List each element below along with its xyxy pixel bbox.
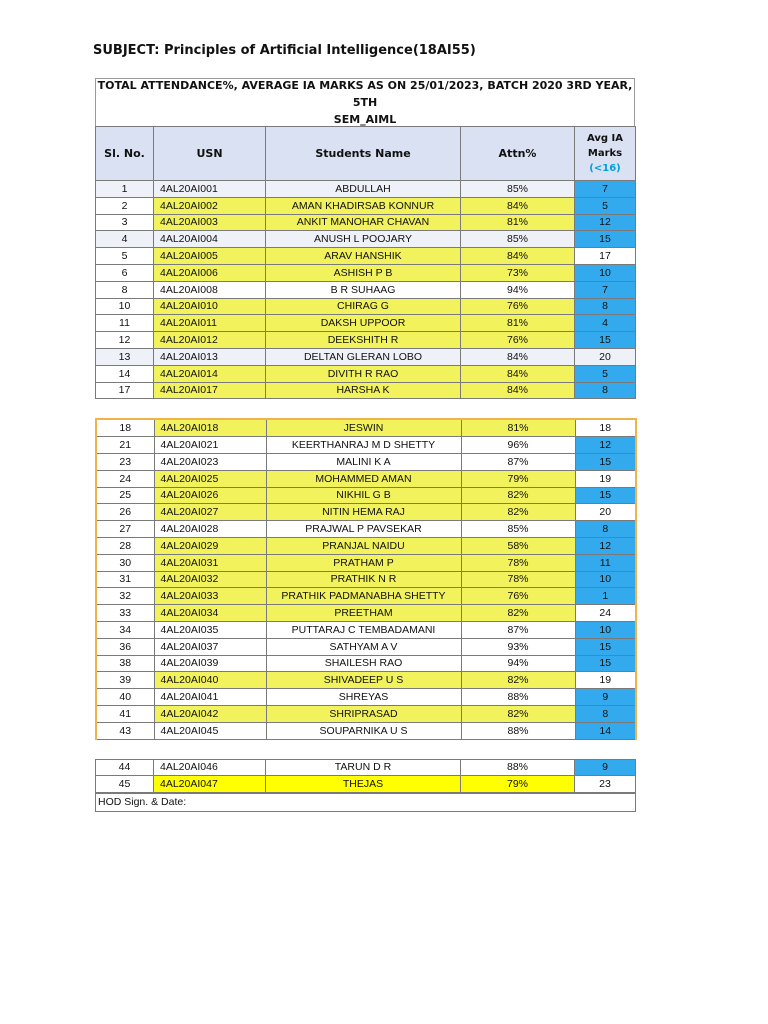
- usn-cell: 4AL20AI028: [154, 521, 266, 538]
- student-name-cell: DAKSH UPPOOR: [266, 315, 461, 332]
- usn-cell: 4AL20AI042: [154, 705, 266, 722]
- sl-cell: 33: [96, 605, 154, 622]
- sl-cell: 44: [96, 759, 154, 776]
- usn-cell: 4AL20AI010: [154, 298, 266, 315]
- ia-marks-cell: 20: [575, 504, 636, 521]
- sl-cell: 21: [96, 437, 154, 454]
- usn-cell: 4AL20AI026: [154, 487, 266, 504]
- table-row: [96, 759, 636, 776]
- student-name-cell: SHAILESH RAO: [266, 655, 461, 672]
- student-name-cell: NIKHIL G B: [266, 487, 461, 504]
- attendance-cell: 79%: [461, 776, 575, 793]
- table-row: [96, 437, 636, 454]
- attendance-cell: 81%: [461, 315, 575, 332]
- table-gap: [95, 740, 635, 759]
- attendance-cell: 84%: [461, 365, 575, 382]
- ia-marks-cell: 12: [575, 537, 636, 554]
- sl-cell: 3: [96, 214, 154, 231]
- attendance-cell: 84%: [461, 348, 575, 365]
- table-row: [96, 231, 636, 248]
- sl-cell: 36: [96, 638, 154, 655]
- attendance-cell: 96%: [461, 437, 575, 454]
- ia-marks-cell: 11: [575, 554, 636, 571]
- student-name-cell: CHIRAG G: [266, 298, 461, 315]
- attendance-cell: 76%: [461, 332, 575, 349]
- student-name-cell: DELTAN GLERAN LOBO: [266, 348, 461, 365]
- attendance-cell: 82%: [461, 705, 575, 722]
- attendance-cell: 94%: [461, 655, 575, 672]
- ia-marks-cell: 14: [575, 722, 636, 739]
- table-row: [96, 655, 636, 672]
- sl-cell: 26: [96, 504, 154, 521]
- attendance-cell: 88%: [461, 722, 575, 739]
- usn-cell: 4AL20AI013: [154, 348, 266, 365]
- ia-marks-cell: 9: [575, 759, 636, 776]
- usn-cell: 4AL20AI021: [154, 437, 266, 454]
- attendance-cell: 58%: [461, 537, 575, 554]
- sl-cell: 11: [96, 315, 154, 332]
- header-ia-line1: Avg IA: [586, 133, 623, 144]
- ia-marks-cell: 8: [575, 382, 636, 399]
- header-usn: USN: [154, 127, 266, 181]
- table-row: [96, 298, 636, 315]
- sl-cell: 17: [96, 382, 154, 399]
- table-body-block2: [96, 419, 636, 739]
- attendance-cell: 78%: [461, 571, 575, 588]
- table-row: [96, 722, 636, 739]
- attendance-cell: 82%: [461, 487, 575, 504]
- sl-cell: 39: [96, 672, 154, 689]
- attendance-cell: 85%: [461, 521, 575, 538]
- sl-cell: 13: [96, 348, 154, 365]
- ia-marks-cell: 15: [575, 453, 636, 470]
- ia-marks-cell: 18: [575, 419, 636, 436]
- usn-cell: 4AL20AI008: [154, 281, 266, 298]
- student-name-cell: ASHISH P B: [266, 264, 461, 281]
- usn-cell: 4AL20AI011: [154, 315, 266, 332]
- attendance-cell: 84%: [461, 197, 575, 214]
- student-name-cell: PUTTARAJ C TEMBADAMANI: [266, 621, 461, 638]
- table-row: [96, 419, 636, 436]
- table-row: [96, 365, 636, 382]
- attendance-cell: 84%: [461, 248, 575, 265]
- attendance-cell: 79%: [461, 470, 575, 487]
- table-row: [96, 705, 636, 722]
- usn-cell: 4AL20AI001: [154, 181, 266, 198]
- marks-table-block3: [95, 759, 636, 794]
- table-header-row: [96, 127, 636, 181]
- sl-cell: 31: [96, 571, 154, 588]
- student-name-cell: NITIN HEMA RAJ: [266, 504, 461, 521]
- table-row: [96, 332, 636, 349]
- table-row: [96, 605, 636, 622]
- ia-marks-cell: 5: [575, 197, 636, 214]
- student-name-cell: MOHAMMED AMAN: [266, 470, 461, 487]
- ia-marks-cell: 8: [575, 705, 636, 722]
- ia-marks-cell: 15: [575, 487, 636, 504]
- student-name-cell: JESWIN: [266, 419, 461, 436]
- sl-cell: 6: [96, 264, 154, 281]
- attendance-cell: 82%: [461, 605, 575, 622]
- student-name-cell: SATHYAM A V: [266, 638, 461, 655]
- ia-marks-cell: 7: [575, 281, 636, 298]
- ia-marks-cell: 19: [575, 672, 636, 689]
- hod-signature-row: HOD Sign. & Date:: [95, 793, 636, 812]
- table-row: [96, 181, 636, 198]
- table-row: [96, 521, 636, 538]
- usn-cell: 4AL20AI006: [154, 264, 266, 281]
- student-name-cell: KEERTHANRAJ M D SHETTY: [266, 437, 461, 454]
- ia-marks-cell: 8: [575, 298, 636, 315]
- table-row: [96, 554, 636, 571]
- sl-cell: 30: [96, 554, 154, 571]
- ia-marks-cell: 23: [575, 776, 636, 793]
- usn-cell: 4AL20AI046: [154, 759, 266, 776]
- usn-cell: 4AL20AI039: [154, 655, 266, 672]
- usn-cell: 4AL20AI014: [154, 365, 266, 382]
- ia-marks-cell: 12: [575, 214, 636, 231]
- student-name-cell: PRATHIK PADMANABHA SHETTY: [266, 588, 461, 605]
- ia-marks-cell: 20: [575, 348, 636, 365]
- table-row: [96, 281, 636, 298]
- ia-marks-cell: 7: [575, 181, 636, 198]
- student-name-cell: SOUPARNIKA U S: [266, 722, 461, 739]
- table-row: [96, 470, 636, 487]
- sl-cell: 41: [96, 705, 154, 722]
- usn-cell: 4AL20AI003: [154, 214, 266, 231]
- student-name-cell: DEEKSHITH R: [266, 332, 461, 349]
- usn-cell: 4AL20AI045: [154, 722, 266, 739]
- usn-cell: 4AL20AI047: [154, 776, 266, 793]
- student-name-cell: PRATHIK N R: [266, 571, 461, 588]
- sl-cell: 32: [96, 588, 154, 605]
- sl-cell: 23: [96, 453, 154, 470]
- subject-title: SUBJECT: Principles of Artificial Intelligence(18AI55): [93, 43, 476, 58]
- header-ia-line2: Marks: [587, 148, 623, 159]
- attendance-cell: 84%: [461, 382, 575, 399]
- sl-cell: 38: [96, 655, 154, 672]
- sl-cell: 43: [96, 722, 154, 739]
- table-row: [96, 264, 636, 281]
- table-row: [96, 504, 636, 521]
- sheet-title-line1: TOTAL ATTENDANCE%, AVERAGE IA MARKS AS ON 25/01/2023, BATCH 2020 3RD YEAR, 5TH: [97, 79, 633, 109]
- student-name-cell: DIVITH R RAO: [266, 365, 461, 382]
- table-gap: [95, 399, 635, 418]
- usn-cell: 4AL20AI033: [154, 588, 266, 605]
- sl-cell: 25: [96, 487, 154, 504]
- student-name-cell: HARSHA K: [266, 382, 461, 399]
- ia-marks-cell: 5: [575, 365, 636, 382]
- sl-cell: 1: [96, 181, 154, 198]
- ia-marks-cell: 15: [575, 638, 636, 655]
- student-name-cell: SHREYAS: [266, 689, 461, 706]
- student-name-cell: SHIVADEEP U S: [266, 672, 461, 689]
- student-name-cell: ARAV HANSHIK: [266, 248, 461, 265]
- sl-cell: 27: [96, 521, 154, 538]
- usn-cell: 4AL20AI034: [154, 605, 266, 622]
- usn-cell: 4AL20AI025: [154, 470, 266, 487]
- attendance-sheet: [95, 78, 635, 812]
- header-sl: Sl. No.: [96, 127, 154, 181]
- student-name-cell: ANUSH L POOJARY: [266, 231, 461, 248]
- usn-cell: 4AL20AI041: [154, 689, 266, 706]
- sheet-title: [95, 78, 635, 126]
- sl-cell: 40: [96, 689, 154, 706]
- attendance-cell: 88%: [461, 689, 575, 706]
- usn-cell: 4AL20AI029: [154, 537, 266, 554]
- sl-cell: 24: [96, 470, 154, 487]
- usn-cell: 4AL20AI035: [154, 621, 266, 638]
- ia-marks-cell: 4: [575, 315, 636, 332]
- attendance-cell: 81%: [461, 214, 575, 231]
- sl-cell: 4: [96, 231, 154, 248]
- attendance-cell: 87%: [461, 453, 575, 470]
- ia-marks-cell: 8: [575, 521, 636, 538]
- usn-cell: 4AL20AI037: [154, 638, 266, 655]
- ia-marks-cell: 15: [575, 655, 636, 672]
- attendance-cell: 76%: [461, 588, 575, 605]
- table-row: [96, 588, 636, 605]
- ia-marks-cell: 15: [575, 231, 636, 248]
- ia-marks-cell: 19: [575, 470, 636, 487]
- ia-marks-cell: 24: [575, 605, 636, 622]
- usn-cell: 4AL20AI002: [154, 197, 266, 214]
- table-row: [96, 382, 636, 399]
- sl-cell: 2: [96, 197, 154, 214]
- usn-cell: 4AL20AI027: [154, 504, 266, 521]
- table-row: [96, 621, 636, 638]
- usn-cell: 4AL20AI012: [154, 332, 266, 349]
- attendance-cell: 82%: [461, 672, 575, 689]
- table-row: [96, 672, 636, 689]
- sheet-title-line2: SEM_AIML: [333, 113, 397, 126]
- usn-cell: 4AL20AI040: [154, 672, 266, 689]
- table-body-block3: [96, 759, 636, 793]
- sl-cell: 8: [96, 281, 154, 298]
- usn-cell: 4AL20AI032: [154, 571, 266, 588]
- attendance-cell: 81%: [461, 419, 575, 436]
- usn-cell: 4AL20AI005: [154, 248, 266, 265]
- ia-marks-cell: 10: [575, 264, 636, 281]
- attendance-cell: 87%: [461, 621, 575, 638]
- student-name-cell: B R SUHAAG: [266, 281, 461, 298]
- student-name-cell: ANKIT MANOHAR CHAVAN: [266, 214, 461, 231]
- usn-cell: 4AL20AI017: [154, 382, 266, 399]
- header-name: Students Name: [266, 127, 461, 181]
- table-row: [96, 214, 636, 231]
- sl-cell: 5: [96, 248, 154, 265]
- header-ia: [575, 127, 636, 181]
- student-name-cell: PRAJWAL P PAVSEKAR: [266, 521, 461, 538]
- student-name-cell: AMAN KHADIRSAB KONNUR: [266, 197, 461, 214]
- table-row: [96, 487, 636, 504]
- table-row: [96, 315, 636, 332]
- ia-marks-cell: 10: [575, 571, 636, 588]
- ia-marks-cell: 12: [575, 437, 636, 454]
- attendance-cell: 85%: [461, 181, 575, 198]
- sl-cell: 12: [96, 332, 154, 349]
- header-ia-line3: (<16): [589, 163, 621, 174]
- student-name-cell: PRATHAM P: [266, 554, 461, 571]
- table-row: [96, 776, 636, 793]
- table-row: [96, 348, 636, 365]
- ia-marks-cell: 17: [575, 248, 636, 265]
- student-name-cell: THEJAS: [266, 776, 461, 793]
- usn-cell: 4AL20AI004: [154, 231, 266, 248]
- sl-cell: 14: [96, 365, 154, 382]
- table-row: [96, 248, 636, 265]
- sl-cell: 45: [96, 776, 154, 793]
- attendance-cell: 78%: [461, 554, 575, 571]
- table-row: [96, 197, 636, 214]
- table-row: [96, 638, 636, 655]
- usn-cell: 4AL20AI031: [154, 554, 266, 571]
- student-name-cell: PRANJAL NAIDU: [266, 537, 461, 554]
- ia-marks-cell: 15: [575, 332, 636, 349]
- sl-cell: 18: [96, 419, 154, 436]
- table-row: [96, 571, 636, 588]
- header-attn: Attn%: [461, 127, 575, 181]
- attendance-cell: 85%: [461, 231, 575, 248]
- table-row: [96, 453, 636, 470]
- marks-table-block1: [95, 126, 636, 399]
- student-name-cell: MALINI K A: [266, 453, 461, 470]
- attendance-cell: 88%: [461, 759, 575, 776]
- table-row: [96, 689, 636, 706]
- sl-cell: 10: [96, 298, 154, 315]
- student-name-cell: SHRIPRASAD: [266, 705, 461, 722]
- attendance-cell: 73%: [461, 264, 575, 281]
- student-name-cell: ABDULLAH: [266, 181, 461, 198]
- attendance-cell: 93%: [461, 638, 575, 655]
- table-row: [96, 537, 636, 554]
- attendance-cell: 94%: [461, 281, 575, 298]
- table-body-block1: [96, 181, 636, 399]
- student-name-cell: TARUN D R: [266, 759, 461, 776]
- ia-marks-cell: 1: [575, 588, 636, 605]
- ia-marks-cell: 10: [575, 621, 636, 638]
- sl-cell: 28: [96, 537, 154, 554]
- ia-marks-cell: 9: [575, 689, 636, 706]
- usn-cell: 4AL20AI018: [154, 419, 266, 436]
- attendance-cell: 82%: [461, 504, 575, 521]
- marks-table-block2: [95, 418, 637, 739]
- attendance-cell: 76%: [461, 298, 575, 315]
- sl-cell: 34: [96, 621, 154, 638]
- usn-cell: 4AL20AI023: [154, 453, 266, 470]
- student-name-cell: PREETHAM: [266, 605, 461, 622]
